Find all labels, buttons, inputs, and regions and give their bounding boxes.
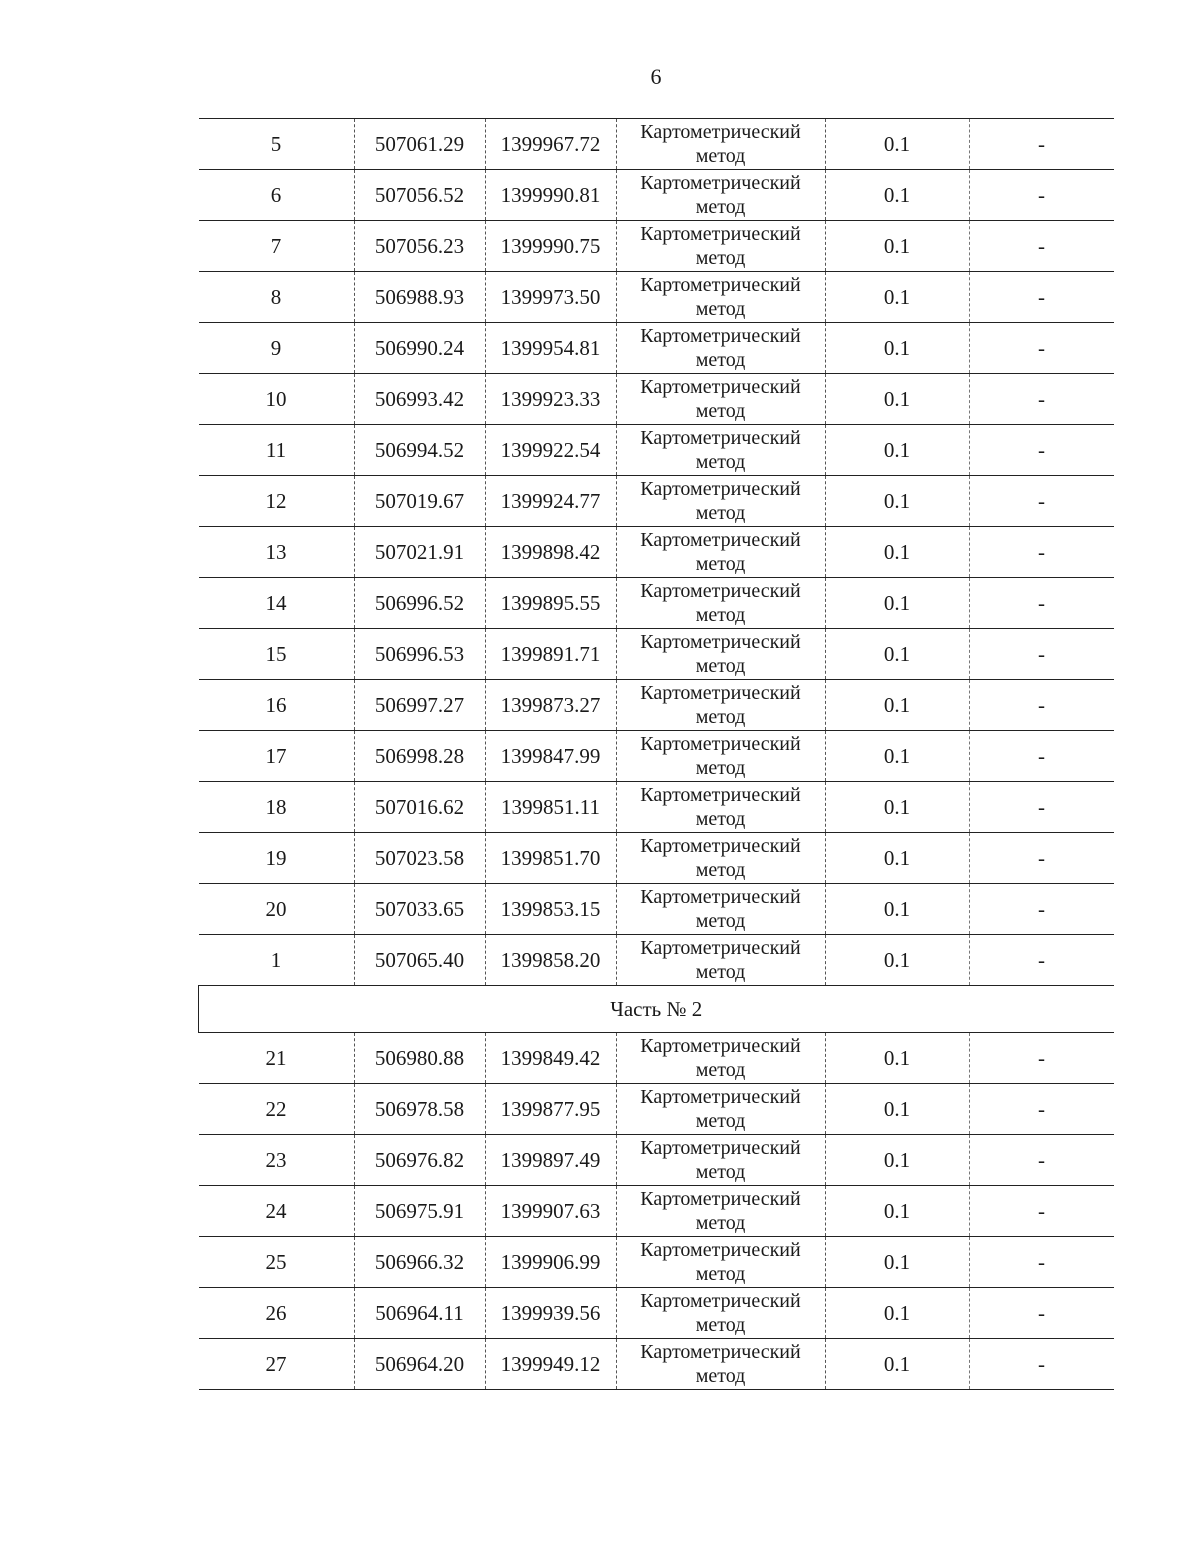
- method-line-2: метод: [695, 859, 746, 881]
- table-row: [199, 578, 1114, 629]
- method-cell: [616, 1288, 825, 1339]
- accuracy-cell: 0.1: [825, 119, 969, 170]
- extra-cell: -: [969, 884, 1114, 935]
- method-line-2: метод: [695, 961, 746, 983]
- method-line-1: Картометрический: [640, 580, 801, 602]
- method-line-2: метод: [695, 1314, 746, 1336]
- x-coordinate-cell: 507033.65: [354, 884, 485, 935]
- table-row: [199, 425, 1114, 476]
- x-coordinate-cell: 506966.32: [354, 1237, 485, 1288]
- x-coordinate-cell: 507016.62: [354, 782, 485, 833]
- x-coordinate-cell: 506990.24: [354, 323, 485, 374]
- method-cell: [616, 425, 825, 476]
- method-line-1: Картометрический: [640, 1188, 801, 1210]
- extra-cell: -: [969, 476, 1114, 527]
- coordinates-table: [198, 118, 1114, 1390]
- method-cell: [616, 1135, 825, 1186]
- accuracy-cell: 0.1: [825, 272, 969, 323]
- table-row: [199, 884, 1114, 935]
- method-line-2: метод: [695, 451, 746, 473]
- method-line-2: метод: [695, 655, 746, 677]
- y-coordinate-cell: 1399924.77: [485, 476, 616, 527]
- y-coordinate-cell: 1399849.42: [485, 1033, 616, 1084]
- accuracy-cell: 0.1: [825, 527, 969, 578]
- y-coordinate-cell: 1399967.72: [485, 119, 616, 170]
- table-row: [199, 1033, 1114, 1084]
- method-cell: [616, 1186, 825, 1237]
- table-row: [199, 1186, 1114, 1237]
- part-title: Часть № 2: [199, 986, 1114, 1033]
- x-coordinate-cell: 507021.91: [354, 527, 485, 578]
- x-coordinate-cell: 507056.52: [354, 170, 485, 221]
- point-number-cell: 24: [199, 1186, 355, 1237]
- extra-cell: -: [969, 1084, 1114, 1135]
- y-coordinate-cell: 1399954.81: [485, 323, 616, 374]
- y-coordinate-cell: 1399891.71: [485, 629, 616, 680]
- accuracy-cell: 0.1: [825, 629, 969, 680]
- accuracy-cell: 0.1: [825, 782, 969, 833]
- method-line-1: Картометрический: [640, 376, 801, 398]
- x-coordinate-cell: 506993.42: [354, 374, 485, 425]
- point-number-cell: 16: [199, 680, 355, 731]
- x-coordinate-cell: 506964.11: [354, 1288, 485, 1339]
- point-number-cell: 18: [199, 782, 355, 833]
- point-number-cell: 27: [199, 1339, 355, 1390]
- point-number-cell: 15: [199, 629, 355, 680]
- x-coordinate-cell: 507065.40: [354, 935, 485, 986]
- y-coordinate-cell: 1399990.81: [485, 170, 616, 221]
- extra-cell: -: [969, 425, 1114, 476]
- x-coordinate-cell: 507061.29: [354, 119, 485, 170]
- point-number-cell: 19: [199, 833, 355, 884]
- table-row: [199, 272, 1114, 323]
- part1-body: [199, 119, 1114, 986]
- method-cell: [616, 323, 825, 374]
- page-number: 6: [650, 64, 662, 89]
- point-number-cell: 23: [199, 1135, 355, 1186]
- method-line-2: метод: [695, 604, 746, 626]
- method-cell: [616, 1033, 825, 1084]
- accuracy-cell: 0.1: [825, 374, 969, 425]
- point-number-cell: 22: [199, 1084, 355, 1135]
- extra-cell: -: [969, 374, 1114, 425]
- method-line-1: Картометрический: [640, 529, 801, 551]
- x-coordinate-cell: 506975.91: [354, 1186, 485, 1237]
- accuracy-cell: 0.1: [825, 170, 969, 221]
- accuracy-cell: 0.1: [825, 1186, 969, 1237]
- method-cell: [616, 884, 825, 935]
- y-coordinate-cell: 1399898.42: [485, 527, 616, 578]
- method-cell: [616, 170, 825, 221]
- y-coordinate-cell: 1399851.11: [485, 782, 616, 833]
- method-line-1: Картометрический: [640, 937, 801, 959]
- method-line-1: Картометрический: [640, 733, 801, 755]
- point-number-cell: 11: [199, 425, 355, 476]
- table-row: [199, 1237, 1114, 1288]
- point-number-cell: 7: [199, 221, 355, 272]
- x-coordinate-cell: 506988.93: [354, 272, 485, 323]
- accuracy-cell: 0.1: [825, 833, 969, 884]
- y-coordinate-cell: 1399851.70: [485, 833, 616, 884]
- accuracy-cell: 0.1: [825, 935, 969, 986]
- point-number-cell: 6: [199, 170, 355, 221]
- extra-cell: -: [969, 1186, 1114, 1237]
- part2-body: [199, 1033, 1114, 1390]
- method-line-2: метод: [695, 910, 746, 932]
- method-cell: [616, 1237, 825, 1288]
- y-coordinate-cell: 1399853.15: [485, 884, 616, 935]
- method-line-1: Картометрический: [640, 1341, 801, 1363]
- method-line-1: Картометрический: [640, 274, 801, 296]
- accuracy-cell: 0.1: [825, 1288, 969, 1339]
- extra-cell: -: [969, 323, 1114, 374]
- x-coordinate-cell: 507023.58: [354, 833, 485, 884]
- method-cell: [616, 272, 825, 323]
- extra-cell: -: [969, 170, 1114, 221]
- extra-cell: -: [969, 1288, 1114, 1339]
- method-line-2: метод: [695, 757, 746, 779]
- method-line-2: метод: [695, 400, 746, 422]
- y-coordinate-cell: 1399923.33: [485, 374, 616, 425]
- table-row: [199, 1135, 1114, 1186]
- table-row: [199, 374, 1114, 425]
- method-line-1: Картометрический: [640, 1239, 801, 1261]
- point-number-cell: 25: [199, 1237, 355, 1288]
- y-coordinate-cell: 1399847.99: [485, 731, 616, 782]
- extra-cell: -: [969, 1237, 1114, 1288]
- extra-cell: -: [969, 1033, 1114, 1084]
- accuracy-cell: 0.1: [825, 425, 969, 476]
- x-coordinate-cell: 506994.52: [354, 425, 485, 476]
- extra-cell: -: [969, 833, 1114, 884]
- method-line-1: Картометрический: [640, 1035, 801, 1057]
- point-number-cell: 5: [199, 119, 355, 170]
- accuracy-cell: 0.1: [825, 680, 969, 731]
- table-row: [199, 1339, 1114, 1390]
- y-coordinate-cell: 1399949.12: [485, 1339, 616, 1390]
- accuracy-cell: 0.1: [825, 476, 969, 527]
- method-line-2: метод: [695, 553, 746, 575]
- y-coordinate-cell: 1399877.95: [485, 1084, 616, 1135]
- y-coordinate-cell: 1399907.63: [485, 1186, 616, 1237]
- point-number-cell: 1: [199, 935, 355, 986]
- method-line-2: метод: [695, 808, 746, 830]
- table-row: [199, 629, 1114, 680]
- method-line-1: Картометрический: [640, 325, 801, 347]
- method-cell: [616, 221, 825, 272]
- point-number-cell: 17: [199, 731, 355, 782]
- extra-cell: -: [969, 1339, 1114, 1390]
- method-cell: [616, 731, 825, 782]
- method-cell: [616, 1084, 825, 1135]
- method-line-1: Картометрический: [640, 886, 801, 908]
- method-line-1: Картометрический: [640, 172, 801, 194]
- method-line-2: метод: [695, 349, 746, 371]
- point-number-cell: 20: [199, 884, 355, 935]
- x-coordinate-cell: 507056.23: [354, 221, 485, 272]
- method-line-1: Картометрический: [640, 478, 801, 500]
- extra-cell: -: [969, 221, 1114, 272]
- method-line-1: Картометрический: [640, 1137, 801, 1159]
- method-line-1: Картометрический: [640, 121, 801, 143]
- accuracy-cell: 0.1: [825, 1135, 969, 1186]
- x-coordinate-cell: 506996.52: [354, 578, 485, 629]
- part2-header-body: [199, 986, 1114, 1033]
- accuracy-cell: 0.1: [825, 1237, 969, 1288]
- method-cell: [616, 629, 825, 680]
- y-coordinate-cell: 1399973.50: [485, 272, 616, 323]
- method-line-2: метод: [695, 298, 746, 320]
- extra-cell: -: [969, 578, 1114, 629]
- method-cell: [616, 680, 825, 731]
- point-number-cell: 8: [199, 272, 355, 323]
- table-row: [199, 170, 1114, 221]
- table-row: [199, 476, 1114, 527]
- x-coordinate-cell: 506998.28: [354, 731, 485, 782]
- accuracy-cell: 0.1: [825, 1084, 969, 1135]
- method-cell: [616, 119, 825, 170]
- extra-cell: -: [969, 1135, 1114, 1186]
- point-number-cell: 9: [199, 323, 355, 374]
- method-cell: [616, 527, 825, 578]
- method-cell: [616, 833, 825, 884]
- y-coordinate-cell: 1399939.56: [485, 1288, 616, 1339]
- table-row: [199, 221, 1114, 272]
- extra-cell: -: [969, 680, 1114, 731]
- table-row: [199, 833, 1114, 884]
- method-line-2: метод: [695, 1059, 746, 1081]
- method-line-2: метод: [695, 145, 746, 167]
- x-coordinate-cell: 506996.53: [354, 629, 485, 680]
- x-coordinate-cell: 506964.20: [354, 1339, 485, 1390]
- extra-cell: -: [969, 629, 1114, 680]
- method-line-2: метод: [695, 706, 746, 728]
- method-cell: [616, 476, 825, 527]
- accuracy-cell: 0.1: [825, 731, 969, 782]
- table-row: [199, 782, 1114, 833]
- method-line-1: Картометрический: [640, 427, 801, 449]
- accuracy-cell: 0.1: [825, 221, 969, 272]
- y-coordinate-cell: 1399897.49: [485, 1135, 616, 1186]
- accuracy-cell: 0.1: [825, 1339, 969, 1390]
- x-coordinate-cell: 507019.67: [354, 476, 485, 527]
- point-number-cell: 12: [199, 476, 355, 527]
- table-row: [199, 680, 1114, 731]
- accuracy-cell: 0.1: [825, 884, 969, 935]
- method-line-2: метод: [695, 1161, 746, 1183]
- table-row: [199, 323, 1114, 374]
- table-row: [199, 935, 1114, 986]
- accuracy-cell: 0.1: [825, 578, 969, 629]
- method-cell: [616, 1339, 825, 1390]
- x-coordinate-cell: 506978.58: [354, 1084, 485, 1135]
- table-row: [199, 1288, 1114, 1339]
- extra-cell: -: [969, 935, 1114, 986]
- y-coordinate-cell: 1399906.99: [485, 1237, 616, 1288]
- y-coordinate-cell: 1399922.54: [485, 425, 616, 476]
- table-row: [199, 119, 1114, 170]
- method-line-1: Картометрический: [640, 1086, 801, 1108]
- table-row: [199, 527, 1114, 578]
- method-cell: [616, 935, 825, 986]
- accuracy-cell: 0.1: [825, 323, 969, 374]
- method-line-2: метод: [695, 1365, 746, 1387]
- method-line-1: Картометрический: [640, 682, 801, 704]
- x-coordinate-cell: 506980.88: [354, 1033, 485, 1084]
- extra-cell: -: [969, 782, 1114, 833]
- method-cell: [616, 374, 825, 425]
- extra-cell: -: [969, 119, 1114, 170]
- point-number-cell: 14: [199, 578, 355, 629]
- extra-cell: -: [969, 272, 1114, 323]
- method-line-1: Картометрический: [640, 1290, 801, 1312]
- accuracy-cell: 0.1: [825, 1033, 969, 1084]
- method-line-2: метод: [695, 1212, 746, 1234]
- method-line-1: Картометрический: [640, 784, 801, 806]
- extra-cell: -: [969, 731, 1114, 782]
- method-line-2: метод: [695, 502, 746, 524]
- method-line-2: метод: [695, 1263, 746, 1285]
- method-line-1: Картометрический: [640, 223, 801, 245]
- extra-cell: -: [969, 527, 1114, 578]
- method-cell: [616, 782, 825, 833]
- method-cell: [616, 578, 825, 629]
- y-coordinate-cell: 1399873.27: [485, 680, 616, 731]
- table-row: [199, 1084, 1114, 1135]
- point-number-cell: 26: [199, 1288, 355, 1339]
- method-line-2: метод: [695, 1110, 746, 1132]
- x-coordinate-cell: 506976.82: [354, 1135, 485, 1186]
- method-line-1: Картометрический: [640, 631, 801, 653]
- y-coordinate-cell: 1399895.55: [485, 578, 616, 629]
- method-line-2: метод: [695, 247, 746, 269]
- point-number-cell: 13: [199, 527, 355, 578]
- point-number-cell: 21: [199, 1033, 355, 1084]
- y-coordinate-cell: 1399990.75: [485, 221, 616, 272]
- table-row: [199, 731, 1114, 782]
- method-line-1: Картометрический: [640, 835, 801, 857]
- part-title-row: [199, 986, 1114, 1033]
- method-line-2: метод: [695, 196, 746, 218]
- x-coordinate-cell: 506997.27: [354, 680, 485, 731]
- y-coordinate-cell: 1399858.20: [485, 935, 616, 986]
- point-number-cell: 10: [199, 374, 355, 425]
